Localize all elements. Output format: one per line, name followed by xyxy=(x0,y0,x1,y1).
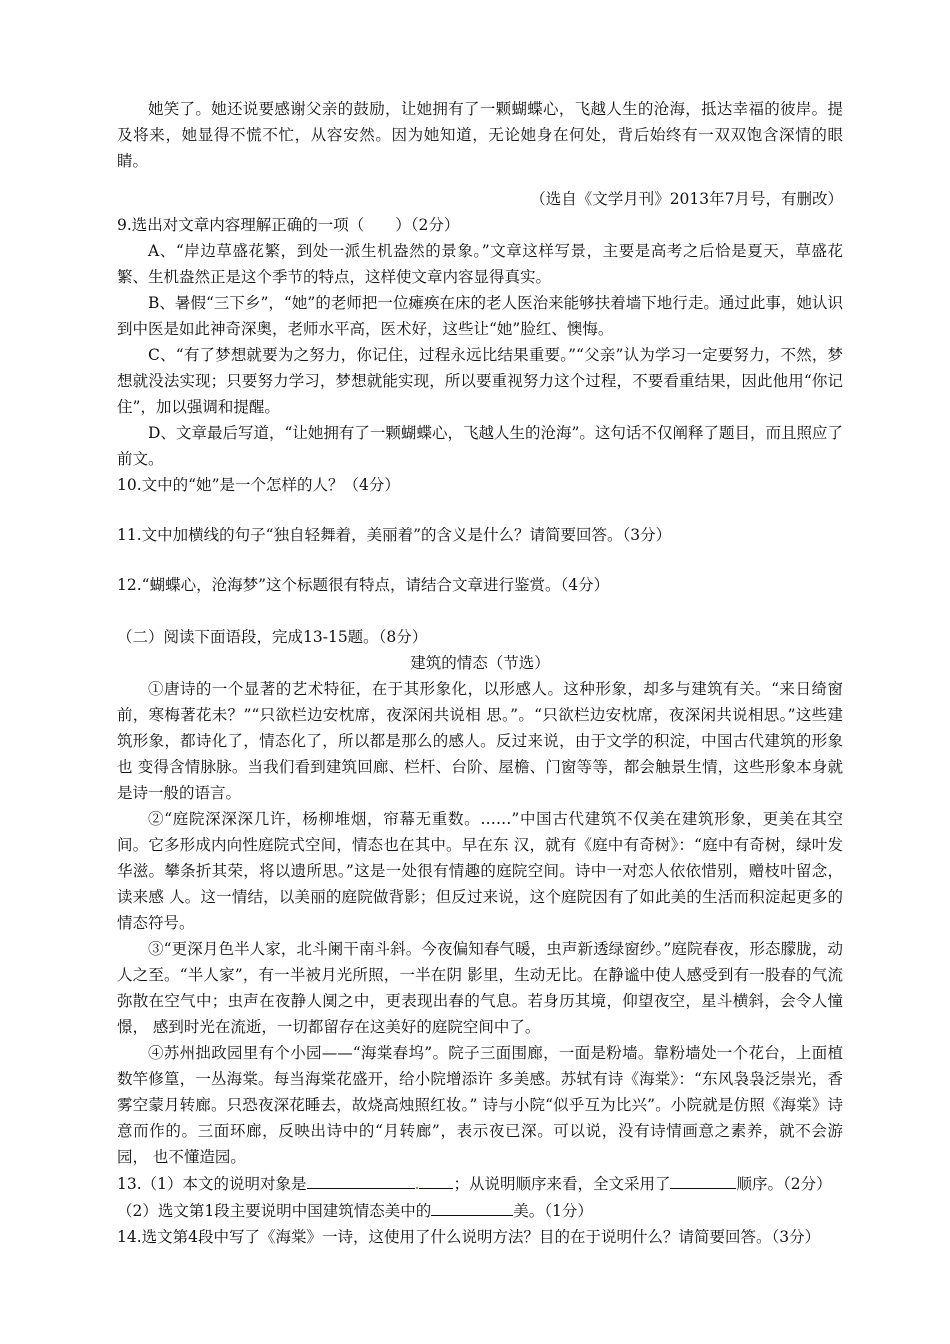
question-9-option-a: A、“岸边草盛花繁，到处一派生机盎然的景象。”文章这样写景，主要是高考之后恰是夏天，草盛花繁、生机盎然正是这个季节的特点，这样使文章内容显得真实。 xyxy=(117,242,843,286)
question-12: 12.“蝴蝶心，沧海梦”这个标题很有特点，请结合文章进行鉴赏。（4分） xyxy=(117,576,610,594)
question-11: 11.文中加横线的句子“独自轻舞着，美丽着”的含义是什么？请简要回答。（3分） xyxy=(117,526,672,544)
section-2-heading: （二）阅读下面语段，完成13-15题。（8分） xyxy=(117,628,428,646)
question-10: 10.文中的“她”是一个怎样的人？（4分） xyxy=(117,476,400,494)
intro-paragraph: 她笑了。她还说要感谢父亲的鼓励，让她拥有了一颗蝴蝶心，飞越人生的沧海，抵达幸福的彼岸。提及将来，她显得不慌不忙，从容安然。因为她知道，无论她身在何处，背后始终有一双双饱含深情的眼睛。 xyxy=(117,100,843,170)
answer-blank-object[interactable] xyxy=(307,1170,415,1189)
question-13-part-1-b: ；从说明顺序来看，全文采用了 xyxy=(453,1175,671,1193)
article-paragraph-3: ③“更深月色半人家，北斗阑干南斗斜。今夜偏知春气暖，虫声新透绿窗纱。”庭院春夜，形态朦胧，动人之至。“半人家”，有一半被月光所照，一半在阴 影里，生动无比。在静谧中使人感受到有一股春的气流弥散在空气中；虫声在夜静人阒之中，更表现出春的气息。若身历其境，仰望夜空，星斗横斜，会令人憧憬， 感到时光在流逝，一切都留存在这美好的庭院空间中了。 xyxy=(117,940,843,1036)
question-9-option-b: B、暑假“三下乡”，“她”的老师把一位瘫痪在床的老人医治来能够扶着墙下地行走。通过此事，她认识到中医是如此神奇深奥，老师水平高，医术好，这些让“她”脸红、懊悔。 xyxy=(117,294,843,338)
article-paragraph-1: ①唐诗的一个显著的艺术特征，在于其形象化，以形感人。这种形象，却多与建筑有关。“来日绮窗前，寒梅著花未？”“只欲栏边安枕席，夜深闲共说相 思。”。“只欲栏边安枕席，夜深闲共说相思。”这些建筑形象，都诗化了，情态化了，所以都是那么的感人。反过来说，由于文学的积淀，中国古代建筑的形象也 变得含情脉脉。当我们看到建筑回廊、栏杆、台阶、屋檐、门窗等等，都会触景生情，这些形象本身就是诗一般的语言。 xyxy=(117,680,843,802)
question-13-part-2-a: （2）选文第1段主要说明中国建筑情态美中的 xyxy=(117,1202,432,1220)
question-9-option-d: D、文章最后写道，“让她拥有了一颗蝴蝶心，飞越人生的沧海”。这句话不仅阐释了题目，而且照应了前文。 xyxy=(117,424,843,468)
article-paragraph-2: ②“庭院深深深几许，杨柳堆烟，帘幕无重数。……”中国古代建筑不仅美在建筑形象，更美在其空间。它多形成内向性庭院式空间，情态也在其中。早在东 汉，就有《庭中有奇树》：“庭中有奇树，绿叶发华滋。攀条折其荣，将以遗所思。”这是一处很有情趣的庭院空间。诗中一对恋人依依惜别，赠枝叶留念，读来感 人。这一情结，以美丽的庭院做背影；但反过来说，这个庭院因有了如此美的生活而积淀起更多的情态符号。 xyxy=(117,810,843,932)
question-9-option-c: C、“有了梦想就要为之努力，你记住，过程永远比结果重要。”“父亲”认为学习一定要努力，不然，梦想就没法实现；只要努力学习，梦想就能实现，所以要重视努力这个过程，不要看重结果，因此他用“你记住”，加以强调和提醒。 xyxy=(117,346,843,416)
question-13-part-1-c: 顺序。（2分） xyxy=(736,1175,832,1193)
answer-blank-order[interactable] xyxy=(670,1170,736,1189)
question-14: 14.选文第4段中写了《海棠》一诗，这使用了什么说明方法？目的在于说明什么？请简要回答。（3分） xyxy=(117,1228,821,1246)
question-9-stem: 9.选出对文章内容理解正确的一项（ ）（2分） xyxy=(117,216,460,234)
question-13-part-2-b: 美。（1分） xyxy=(513,1202,593,1220)
answer-blank-beauty[interactable] xyxy=(431,1197,513,1216)
question-13-part-2 xyxy=(117,1197,843,1224)
article-paragraph-4: ④苏州拙政园里有个小园——“海棠春坞”。院子三面围廊，一面是粉墙。靠粉墙处一个花台，上面植数竿修篁，一丛海棠。每当海棠花盛开，给小院增添许 多美感。苏轼有诗《海棠》：“东风袅袅泛崇光，香雾空蒙月转廊。只恐夜深花睡去，故烧高烛照红妆。” 诗与小院“似乎互为比兴”。小院就是仿照《海棠》诗意而作的。三面环廊，反映出诗中的“月转廊”，表示夜已深。可以说，没有诗情画意之素养，就不会游园， 也不懂造园。 xyxy=(117,1044,843,1166)
question-13-part-1 xyxy=(117,1170,843,1197)
answer-blank-object-tail[interactable] xyxy=(419,1170,453,1189)
green-dot-mark: . xyxy=(414,1175,420,1193)
document-content xyxy=(117,96,843,1250)
article-title: 建筑的情态（节选） xyxy=(410,654,550,672)
question-13-part-1-a: 13.（1）本文的说明对象是 xyxy=(117,1175,307,1193)
source-citation: （选自《文学月刊》2013年7月号，有删改） xyxy=(530,190,843,208)
